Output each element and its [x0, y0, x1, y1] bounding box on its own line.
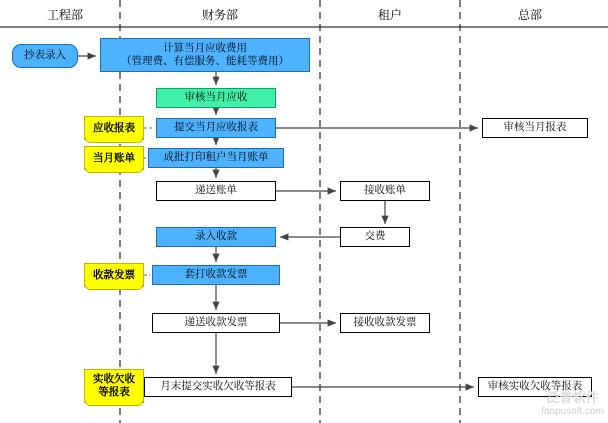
node-meter-entry[interactable]: 抄表录入	[12, 44, 78, 68]
node-receive-invoice[interactable]: 接收收款发票	[340, 313, 430, 333]
watermark-line1: 泛普软件	[546, 389, 599, 405]
node-receive-bill[interactable]: 接收账单	[340, 181, 430, 201]
lane-title-engineering: 工程部	[46, 8, 83, 22]
node-audit-monthly-receivable[interactable]: 审核当月应收	[156, 88, 276, 108]
note-note-receivable-report: 应收报表	[84, 116, 144, 140]
node-audit-monthly-report[interactable]: 审核当月报表	[482, 118, 588, 138]
lane-title-finance: 财务部	[201, 8, 238, 22]
node-deliver-bill[interactable]: 递送账单	[156, 181, 276, 201]
lane-title-tenant: 租户	[377, 8, 402, 22]
node-deliver-invoice[interactable]: 递送收款发票	[152, 313, 280, 333]
node-pay-fee[interactable]: 交费	[340, 227, 410, 247]
node-calc-monthly-fee[interactable]: 计算当月应收费用 （管理费、有偿服务、能耗等费用）	[100, 38, 310, 72]
lane-title-headquarters: 总部	[517, 8, 542, 22]
node-submit-month-end-report[interactable]: 月末提交实收欠收等报表	[144, 377, 292, 397]
note-note-monthly-bill: 当月账单	[84, 146, 144, 170]
note-note-month-end-report: 实收欠收 等报表	[84, 369, 144, 403]
node-submit-receivable-report[interactable]: 提交当月应收报表	[156, 118, 276, 138]
node-audit-month-end-report[interactable]: 审核实收欠收等报表	[478, 377, 592, 397]
node-print-invoice[interactable]: 套打收款发票	[152, 265, 280, 285]
node-enter-payment[interactable]: 录入收款	[156, 227, 276, 247]
watermark-line2: fanpusoft.com	[541, 405, 604, 417]
node-batch-print-bill[interactable]: 成批打印租户当月账单	[148, 148, 284, 168]
note-note-payment-invoice: 收款发票	[84, 263, 144, 287]
